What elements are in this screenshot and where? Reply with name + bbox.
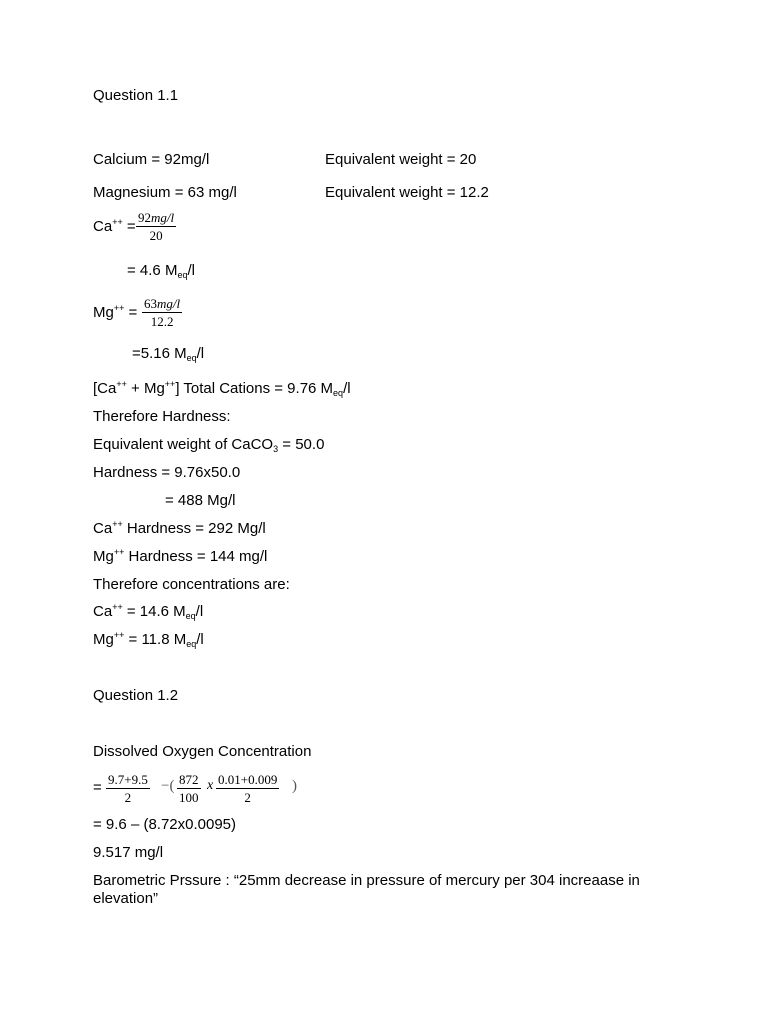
do-fraction-2-denominator: 100 bbox=[179, 790, 199, 805]
therefore-concentrations: Therefore concentrations are: bbox=[93, 576, 290, 593]
ca-equation-label bbox=[93, 218, 136, 236]
mg-symbol: Mg bbox=[93, 304, 114, 321]
mg-charge: ++ bbox=[113, 303, 125, 313]
do-times: x bbox=[207, 778, 214, 793]
barometric-pressure-line-2: elevation” bbox=[93, 890, 159, 907]
do-fraction-3-denominator: 2 bbox=[244, 790, 251, 805]
do-fraction-1-denominator: 2 bbox=[124, 790, 132, 805]
question-1-1-title: Question 1.1 bbox=[93, 87, 179, 104]
mg-fraction-denominator: 12.2 bbox=[150, 314, 174, 329]
therefore-hardness: Therefore Hardness: bbox=[93, 408, 231, 425]
do-fraction-2 bbox=[177, 772, 201, 805]
do-fraction-2-numerator: 872 bbox=[179, 772, 199, 787]
ca-fraction bbox=[136, 210, 176, 243]
do-fraction-1 bbox=[106, 772, 150, 805]
caco3-equivalent-weight: Equivalent weight of CaCO$_3$ = 50.0 bbox=[93, 436, 325, 454]
do-minus-paren: −( bbox=[161, 778, 175, 794]
mg-equation-label bbox=[93, 304, 137, 322]
mg-hardness: Mg++ Hardness = 144 mg/l bbox=[93, 547, 268, 565]
do-fraction-3 bbox=[216, 772, 279, 805]
ca-result: = 4.6 $M_{eq}/l$ bbox=[127, 262, 195, 280]
ca-concentration-meq: Ca++ = 14.6 $M_{eq}/l$ bbox=[93, 602, 204, 621]
do-fraction-1-numerator: 9.7+9.5 bbox=[108, 772, 148, 787]
magnesium-equivalent-weight: Equivalent weight = 12.2 bbox=[325, 184, 489, 201]
do-fraction-3-numerator: 0.01+0.009 bbox=[218, 772, 278, 787]
calcium-equivalent-weight: Equivalent weight = 20 bbox=[325, 151, 477, 168]
calcium-concentration: Calcium = 92mg/l bbox=[93, 151, 210, 168]
mg-concentration-meq: Mg++ = 11.8 $M_{eq}/l$ bbox=[93, 630, 204, 649]
ca-symbol: Ca bbox=[93, 218, 113, 235]
do-close-paren: ) bbox=[292, 778, 297, 794]
total-cations: [Ca++ + Mg++] Total Cations = 9.76 $M_{eq}/l$ bbox=[93, 379, 351, 398]
magnesium-concentration: Magnesium = 63 mg/l bbox=[93, 184, 237, 201]
hardness-result: = 488 Mg/l bbox=[165, 492, 236, 509]
mg-equals: = bbox=[124, 304, 138, 321]
do-step-2: = 9.6 – (8.72x0.0095) bbox=[93, 816, 237, 833]
question-1-2-title: Question 1.2 bbox=[93, 687, 179, 704]
barometric-pressure-line-1: Barometric Prssure : “25mm decrease in pressure of mercury per 304 increaase in bbox=[93, 872, 640, 889]
do-equals-sign: = bbox=[93, 779, 102, 796]
ca-fraction-numerator: 92mg/l bbox=[138, 210, 175, 225]
hardness-calculation: Hardness = 9.76x50.0 bbox=[93, 464, 241, 481]
ca-charge: ++ bbox=[112, 217, 123, 227]
ca-equals: = bbox=[122, 218, 136, 235]
mg-fraction bbox=[142, 296, 182, 329]
ca-hardness: Ca++ Hardness = 292 Mg/l bbox=[93, 519, 266, 537]
mg-fraction-numerator: 63mg/l bbox=[144, 296, 181, 311]
do-result: 9.517 mg/l bbox=[93, 844, 164, 861]
mg-result: =5.16 $M_{eq}/l$ bbox=[132, 345, 205, 363]
ca-fraction-denominator: 20 bbox=[149, 228, 163, 243]
dissolved-oxygen-heading: Dissolved Oxygen Concentration bbox=[93, 743, 312, 760]
